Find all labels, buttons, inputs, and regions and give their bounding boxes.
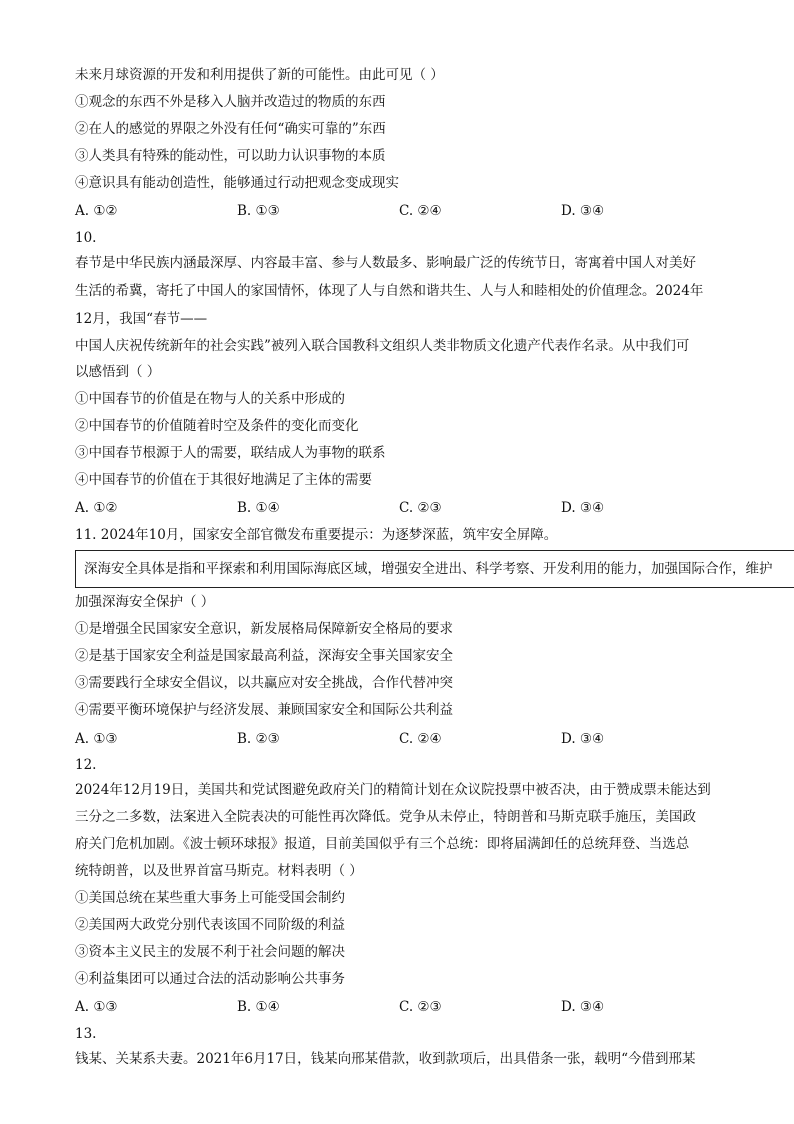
- q13-stem-line-1: 钱某、关某系夫妻。2021年6月17日，钱某向邢某借款，收到款项后，出具借条一张，载明“今借到邢某: [75, 1051, 696, 1067]
- q11-after-box: 加强深海安全保护（ ）: [75, 594, 215, 610]
- q11-stem: 11. 2024年10月，国家安全部官微发布重要提示：为逐梦深蓝，筑牢安全屏障。: [75, 527, 558, 543]
- q10-option-a: A. ①②: [75, 500, 118, 516]
- q12-options: [75, 997, 775, 1017]
- q12-option-c: C. ②③: [399, 999, 442, 1015]
- q10-stem-line-3: 12月，我国“春节——: [75, 311, 208, 327]
- q10-stem-line-4: 中国人庆祝传统新年的社会实践”被列入联合国教科文组织人类非物质文化遗产代表作名录。从中我们可: [75, 338, 690, 354]
- q12-stem-line-1: 2024年12月19日，美国共和党试图避免政府关门的精简计划在众议院投票中被否决，由于赞成票未能达到: [75, 782, 711, 798]
- q9-item-3: ③人类具有特殊的能动性，可以助力认识事物的本质: [75, 148, 386, 164]
- q9-item-2: ②在人的感觉的界限之外没有任何“确实可靠的”东西: [75, 121, 386, 137]
- q12-option-b: B. ①④: [237, 999, 280, 1015]
- q11-item-3: ③需要践行全球安全倡议，以共赢应对安全挑战，合作代替冲突: [75, 675, 453, 691]
- q12-stem-line-4: 统特朗普，以及世界首富马斯克。材料表明（ ）: [75, 863, 363, 879]
- q9-option-c: C. ②④: [399, 203, 442, 219]
- q12-item-4: ④利益集团可以通过合法的活动影响公共事务: [75, 971, 345, 987]
- q10-item-2: ②中国春节的价值随着时空及条件的变化而变化: [75, 418, 359, 434]
- q11-option-d: D. ③④: [561, 731, 605, 747]
- q11-item-2: ②是基于国家安全利益是国家最高利益，深海安全事关国家安全: [75, 648, 453, 664]
- q10-option-c: C. ②③: [399, 500, 442, 516]
- q11-item-4: ④需要平衡环境保护与经济发展、兼顾国家安全和国际公共利益: [75, 702, 453, 718]
- q9-item-1: ①观念的东西不外是移入人脑并改造过的物质的东西: [75, 94, 386, 110]
- q10-stem-line-5: 以感悟到（ ）: [75, 364, 161, 380]
- q9-option-b: B. ①③: [237, 203, 280, 219]
- q12-stem-line-3: 府关门危机加剧。《波士顿环球报》报道，目前美国似乎有三个总统：即将届满卸任的总统拜登、当选总: [75, 836, 690, 852]
- q9-option-d: D. ③④: [561, 203, 605, 219]
- q12-stem-line-2: 三分之二多数，法案进入全院表决的可能性再次降低。党争从未停止，特朗普和马斯克联手施压，美国政: [75, 809, 696, 825]
- q11-material-text: 深海安全具体是指和平探索和利用国际海底区域，增强安全进出、科学考察、开发利用的能力，加强国际合作，维护: [84, 561, 773, 577]
- q12-item-3: ③资本主义民主的发展不利于社会问题的解决: [75, 944, 345, 960]
- q10-item-3: ③中国春节根源于人的需要，联结成人为事物的联系: [75, 445, 386, 461]
- q10-option-b: B. ①④: [237, 500, 280, 516]
- q10-stem-line-2: 生活的希冀，寄托了中国人的家国情怀，体现了人与自然和谐共生、人与人和睦相处的价值理念。2024年: [75, 283, 704, 299]
- q10-option-d: D. ③④: [561, 500, 605, 516]
- q11-option-b: B. ②③: [237, 731, 280, 747]
- q10-number: 10.: [75, 230, 97, 246]
- q12-number: 12.: [75, 757, 97, 773]
- q12-option-d: D. ③④: [561, 999, 605, 1015]
- q9-option-a: A. ①②: [75, 203, 118, 219]
- q12-option-a: A. ①③: [75, 999, 118, 1015]
- q10-item-4: ④中国春节的价值在于其很好地满足了主体的需要: [75, 472, 372, 488]
- q10-item-1: ①中国春节的价值是在物与人的关系中形成的: [75, 391, 345, 407]
- q10-stem-line-1: 春节是中华民族内涵最深厚、内容最丰富、参与人数最多、影响最广泛的传统节日，寄寓着中国人对美好: [75, 255, 696, 271]
- q9-item-4: ④意识具有能动创造性，能够通过行动把观念变成现实: [75, 175, 399, 191]
- q11-option-a: A. ①③: [75, 731, 118, 747]
- q11-option-c: C. ②④: [399, 731, 442, 747]
- q10-options: [75, 498, 775, 518]
- q11-material-box: [75, 550, 794, 588]
- q13-number: 13.: [75, 1026, 97, 1042]
- q12-item-1: ①美国总统在某些重大事务上可能受国会制约: [75, 890, 345, 906]
- q9-stem-tail: 未来月球资源的开发和利用提供了新的可能性。由此可见（ ）: [75, 67, 444, 83]
- q11-item-1: ①是增强全民国家安全意识，新发展格局保障新安全格局的要求: [75, 621, 453, 637]
- q11-options: [75, 729, 775, 749]
- q9-options: [75, 201, 775, 221]
- q12-item-2: ②美国两大政党分别代表该国不同阶级的利益: [75, 917, 345, 933]
